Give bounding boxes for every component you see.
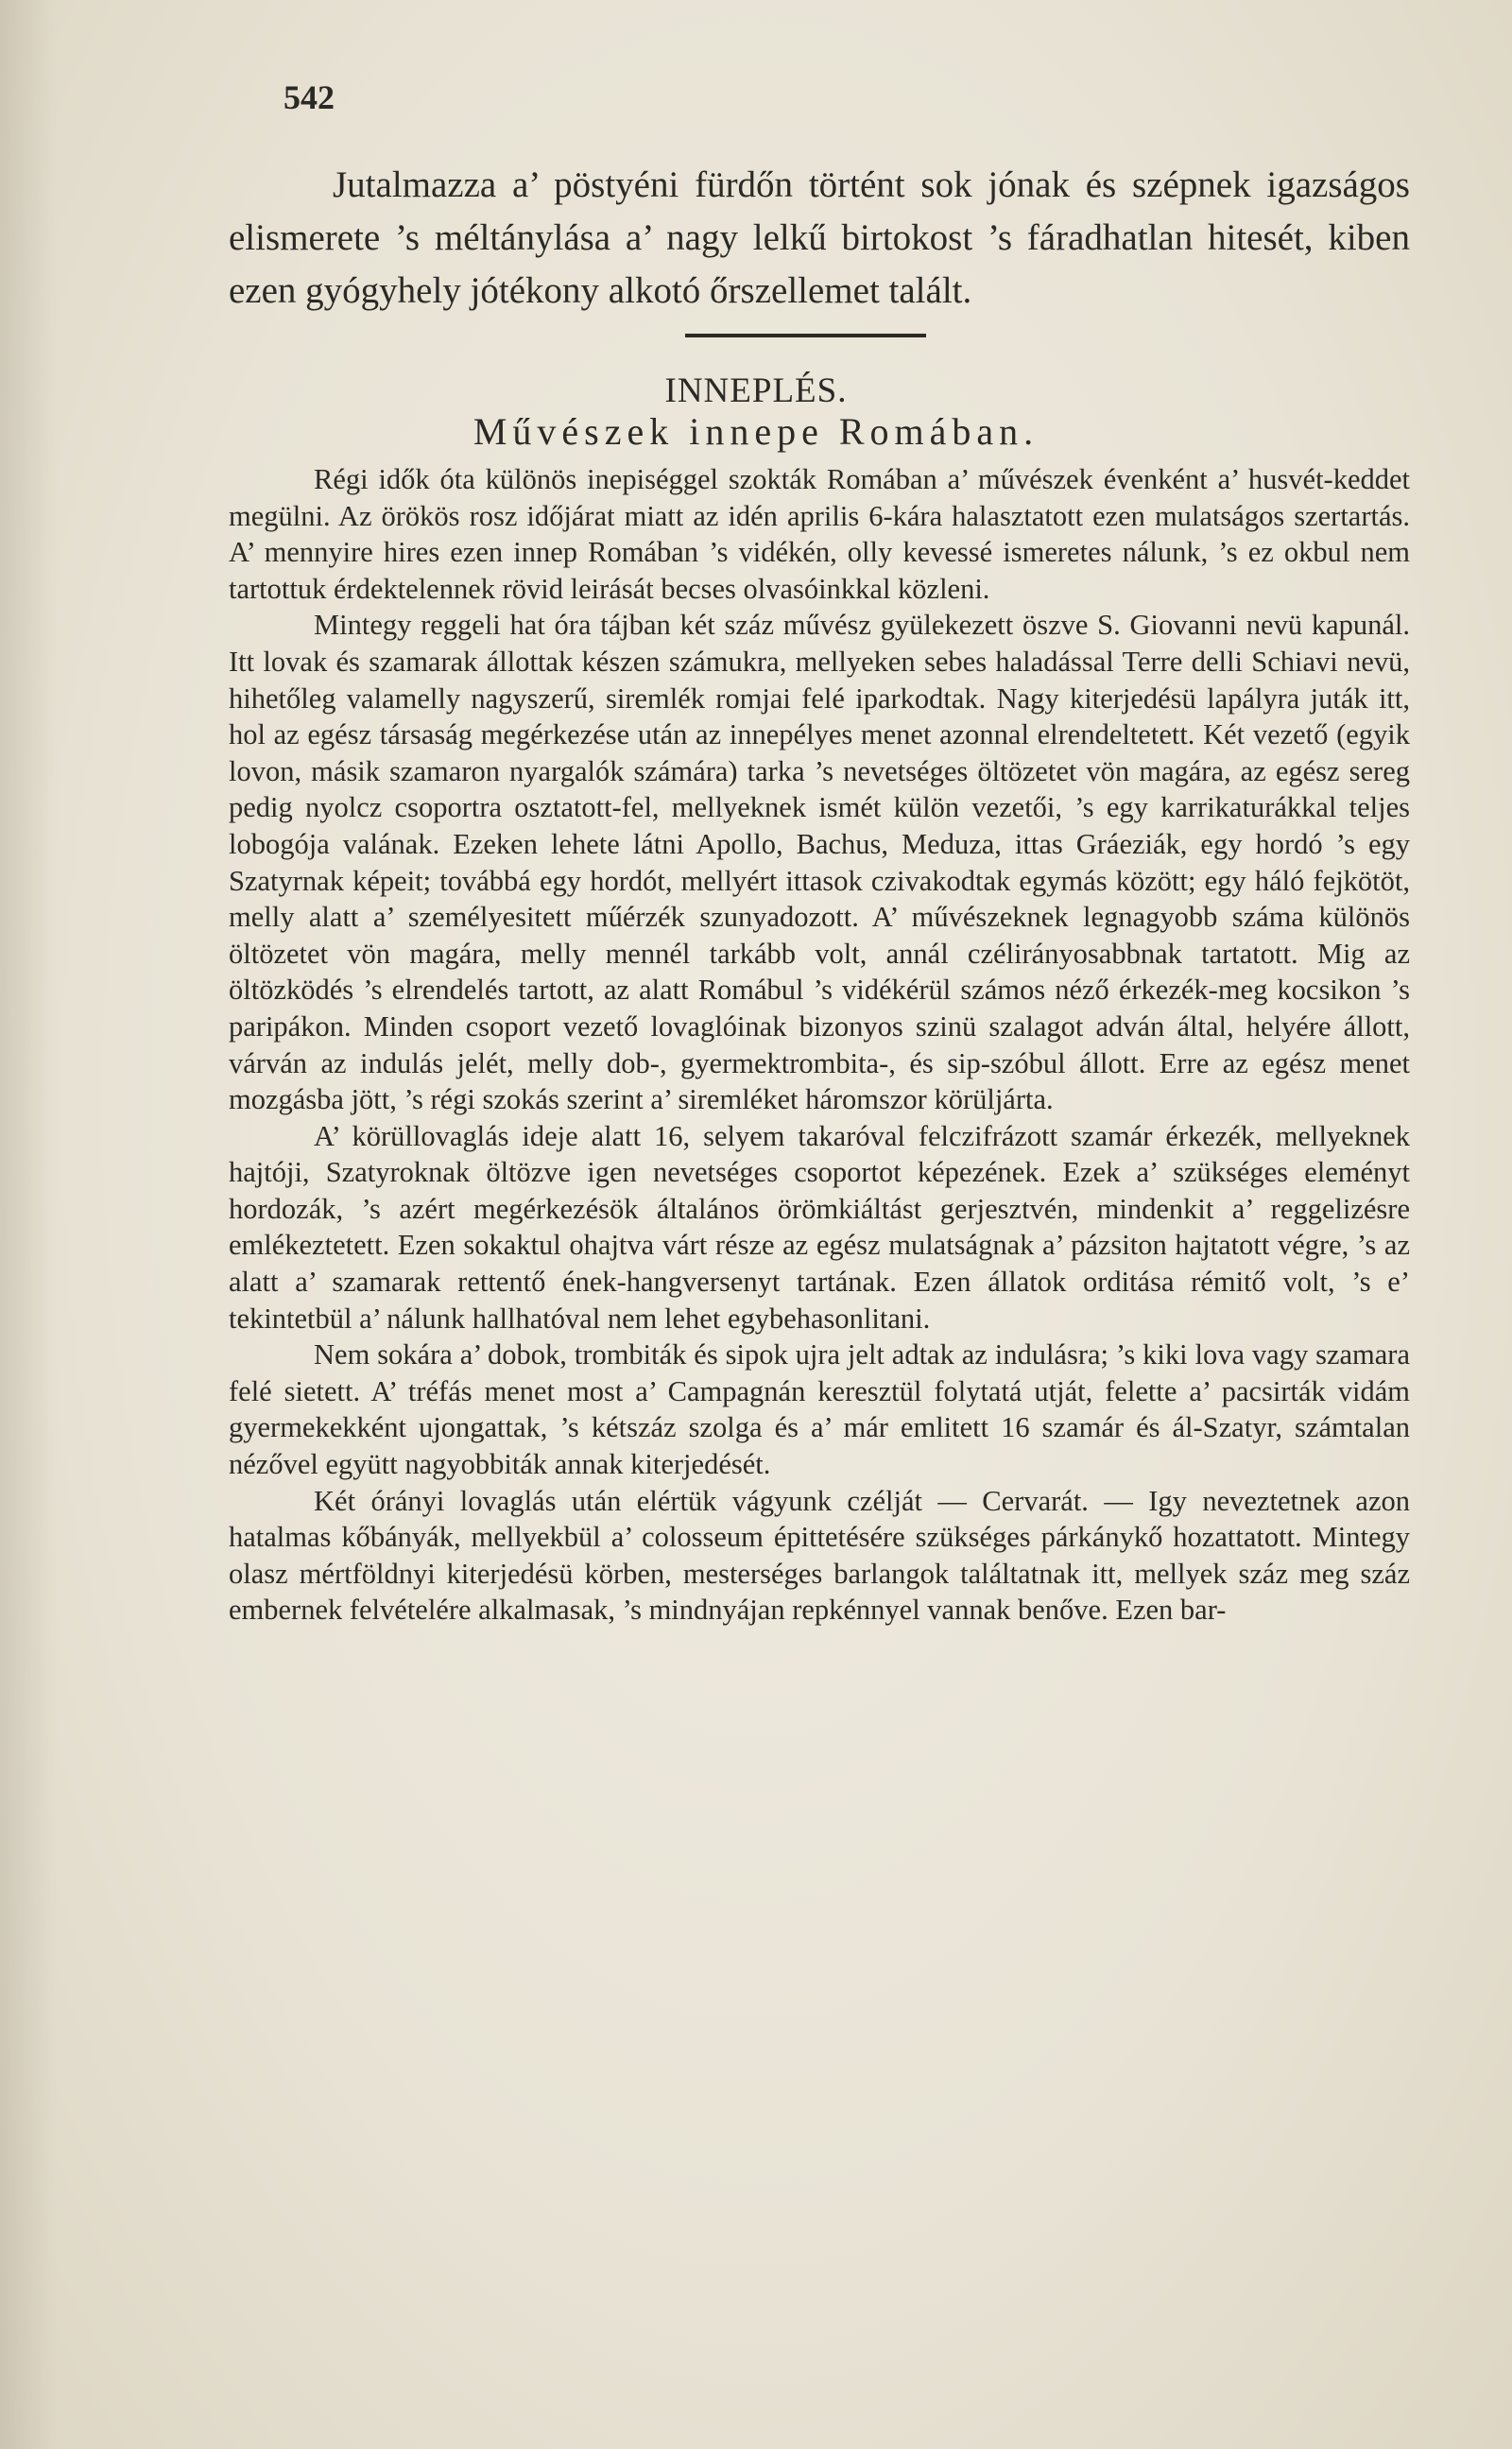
article-paragraph: A’ körüllovaglás ideje alatt 16, selyem takaróval felczifrázott szamár érkezék, mellyeknek hajtóji, Szatyroknak öltözve igen nevetséges csoportot képezének. Ezek a’ szükséges eleményt hordozák, ’s azért megérkezésök általános örömkiáltást gerjesztvén, mindenkit a’ reggelizésre emlékeztetett. Ezen sokaktul ohajtva várt része az egész mulatságnak a’ pázsiton hajtatott végre, ’s az alatt a’ szamarak rettentő ének-hangversenyt tartának. Ezen állatok orditása rémitő volt, ’s e’ tekintetbül a’ nálunk hallhatóval nem lehet egybehasonlitani. (229, 1119, 1410, 1335)
article-paragraph: Nem sokára a’ dobok, trombiták és sipok ujra jelt adtak az indulásra; ’s kiki lova vagy szamara felé sietett. A’ tréfás menet most a’ Campagnán keresztül folytatá utját, felette a’ pacsirták vidám gyermekekként ujongattak, ’s kétszáz szolga és a’ már emlitett 16 szamár és ál-Szatyr, számtalan nézővel együtt nagyobbiták annak kiterjedését. (229, 1338, 1410, 1481)
article-paragraph: Két órányi lovaglás után elértük vágyunk czélját — Cervarát. — Igy neveztetnek azon hatalmas kőbányák, mellyekbül a’ colosseum épittetésére szükséges párkánykő hozattatott. Mintegy olasz mértföldnyi kiterjedésü körben, mesterséges barlangok találtatnak itt, mellyek száz meg száz embernek felvételére alkalmasak, ’s mindnyájan repkénnyel vannak benőve. Ezen bar- (229, 1484, 1410, 1627)
section-divider-rule (685, 334, 926, 337)
article-body (229, 461, 1410, 1629)
page-number: 542 (284, 78, 335, 116)
intro-paragraph-block (229, 159, 1410, 318)
article-paragraph: Mintegy reggeli hat óra tájban két száz művész gyülekezett öszve S. Giovanni nevü kapunál. Itt lovak és szamarak állottak készen számukra, mellyeken sebes haladással Terre delli Schiavi nevü, hihetőleg valamelly nagyszerű, siremlék romjai felé iparkodtak. Nagy kiterjedésü lapályra juták itt, hol az egész társaság megérkezése után az innepélyes menet azonnal elrendeltetett. Két vezető (egyik lovon, másik szamaron nyargalók számára) tarka ’s nevetséges öltözetet vön magára, az egész sereg pedig nyolcz csoportra osztatott-fel, mellyeknek ismét külön vezetői, ’s egy karrikaturákkal teljes lobogója valának. Ezeken lehete látni Apollo, Bachus, Meduza, ittas Gráeziák, egy hordó ’s egy Szatyrnak képeit; továbbá egy hordót, mellyért ittasok czivakodtak egymás között; egy háló fejkötöt, melly alatt a’ személyesitett műérzék szunyadozott. A’ művészeknek legnagyobb száma különös öltözetet vön magára, melly mennél tarkább volt, annál czélirányosabbnak tartatott. Mig az öltözködés ’s elrendelés tartott, az alatt Romábul ’s vidékérül számos néző érkezék-meg kocsikon ’s paripákon. Minden csoport vezető lovaglóinak bizonyos szinü szalagot adván által, helyére állott, várván az indulás jelét, melly dob-, gyermektrombita-, és sip-szóbul állott. Erre az egész menet mozgásba jött, ’s régi szokás szerint a’ siremléket háromszor körüljárta. (229, 609, 1410, 1116)
article-paragraph: Régi idők óta különös inepiséggel szokták Romában a’ művészek évenként a’ husvét-keddet megülni. Az örökös rosz időjárat miatt az idén aprilis 6-kára halasztatott ezen mulatságos szertartás. A’ mennyire hires ezen innep Romában ’s vidékén, olly kevessé ismeretes nálunk, ’s ez okbul nem tartottuk érdektelennek rövid leirását becses olvasóinkkal közleni. (229, 463, 1410, 605)
section-subtitle: Művészek innepe Romában. (472, 410, 1040, 453)
section-title: INNEPLÉS. (664, 371, 848, 410)
intro-paragraph: Jutalmazza a’ pöstyéni fürdőn történt sok jónak és szépnek igazságos elismerete ’s méltánylása a’ nagy lelkű birtokost ’s fáradhatlan hitesét, kiben ezen gyógyhely jótékony alkotó őrszellemet talált. (229, 164, 1410, 311)
page-gutter-shadow (0, 0, 57, 2449)
